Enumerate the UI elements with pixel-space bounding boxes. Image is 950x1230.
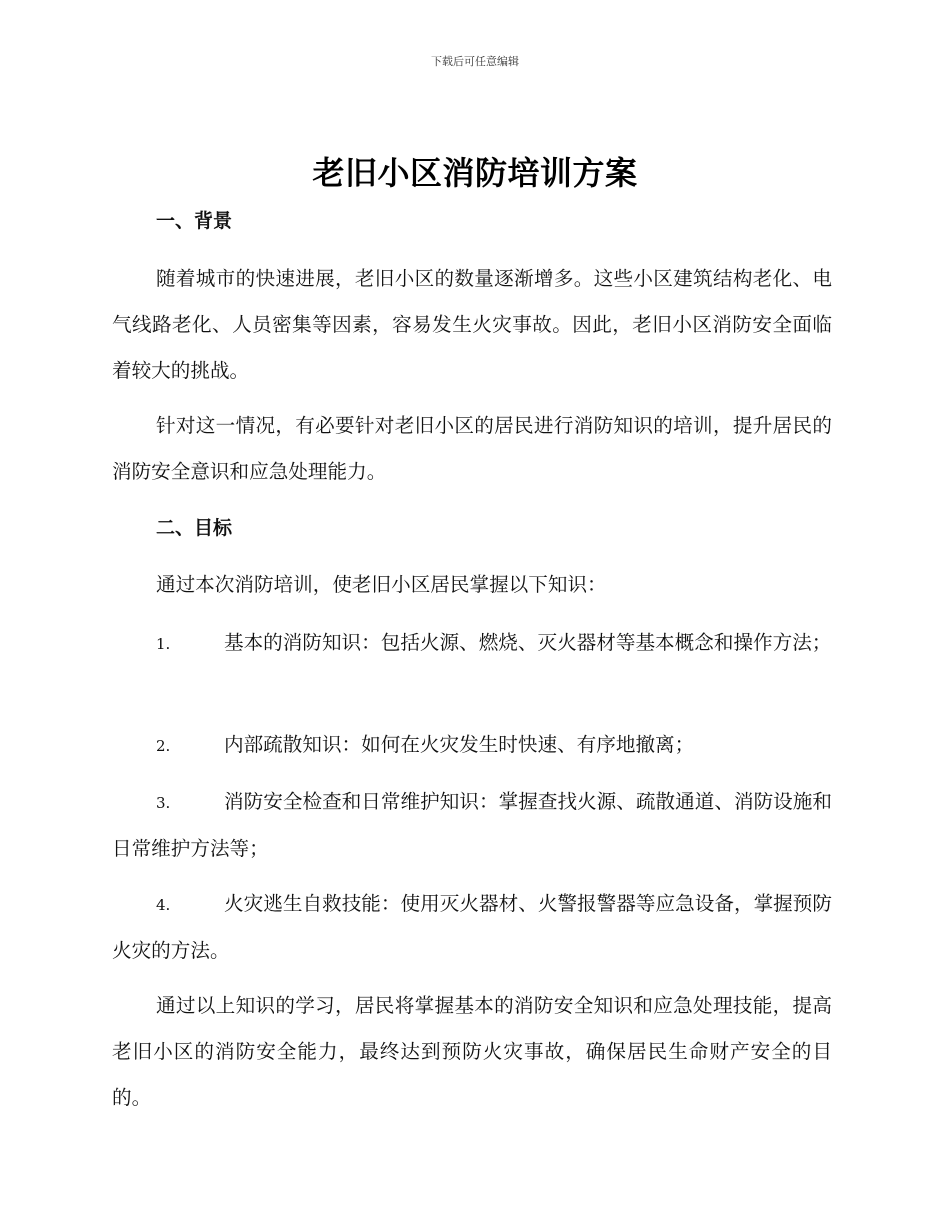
list-number: 2. (156, 737, 171, 755)
list-item-text: 消防安全检查和日常维护知识：掌握查找火源、疏散通道、消防设施和日常维护方法等； (112, 790, 832, 860)
list-item-text: 基本的消防知识：包括火源、燃烧、灭火器材等基本概念和操作方法； (224, 631, 832, 654)
list-item-text: 内部疏散知识：如何在火灾发生时快速、有序地撤离； (224, 733, 695, 756)
goals-conclusion-paragraph: 通过以上知识的学习，居民将掌握基本的消防安全知识和应急处理技能，提高老旧小区的消防安全能力，最终达到预防火灾事故，确保居民生命财产安全的目的。 (112, 994, 832, 1109)
list-number: 3. (156, 794, 171, 812)
list-item-text: 火灾逃生自救技能：使用灭火器材、火警报警器等应急设备，掌握预防火灾的方法。 (112, 892, 832, 962)
background-paragraph-1: 随着城市的快速进展，老旧小区的数量逐渐增多。这些小区建筑结构老化、电气线路老化、人员密集等因素，容易发生火灾事故。因此，老旧小区消防安全面临着较大的挑战。 (112, 267, 832, 382)
goal-list-item-1 (112, 620, 832, 667)
background-paragraph-2: 针对这一情况，有必要针对老旧小区的居民进行消防知识的培训，提升居民的消防安全意识和应急处理能力。 (112, 414, 832, 483)
section-heading-background: 一、背景 (156, 210, 233, 232)
goal-list-item-4 (112, 881, 832, 974)
document-title: 老旧小区消防培训方案 (312, 154, 638, 192)
goals-intro-paragraph: 通过本次消防培训，使老旧小区居民掌握以下知识： (156, 573, 607, 596)
section-heading-goals: 二、目标 (156, 517, 233, 539)
goal-list-item-2 (112, 722, 832, 769)
goal-list-item-3 (112, 779, 832, 872)
list-number: 1. (156, 635, 171, 653)
page-header-note: 下载后可任意编辑 (431, 55, 519, 68)
list-number: 4. (156, 896, 171, 914)
